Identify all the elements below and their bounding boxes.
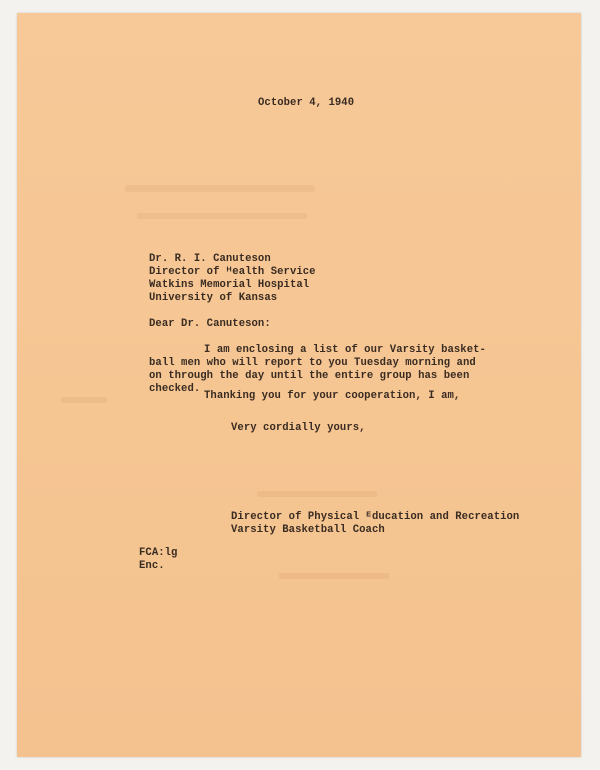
signature-title-2: Varsity Basketball Coach — [231, 524, 385, 536]
bleed-mark — [279, 573, 389, 579]
bleed-mark — [61, 397, 107, 403]
closing-line: Very cordially yours, — [231, 422, 366, 434]
signature-title-1: Director of Physical ᴱducation and Recreation — [231, 511, 520, 523]
body-line-2: ball men who will report to you Tuesday morning and — [149, 357, 476, 369]
addressee-line-1: Dr. R. I. Canuteson — [149, 253, 271, 265]
body-line-3: on through the day until the entire group has been — [149, 370, 470, 382]
bleed-mark — [137, 213, 307, 219]
thanks-line: Thanking you for your cooperation, I am, — [204, 390, 461, 402]
addressee-line-4: University of Kansas — [149, 292, 278, 304]
bleed-mark — [125, 185, 315, 192]
body-line-4: checked. — [149, 383, 201, 395]
enclosure-note: Enc. — [139, 560, 165, 572]
bleed-mark — [257, 491, 377, 497]
body-line-1: I am enclosing a list of our Varsity basket- — [204, 344, 486, 356]
reference-initials: FCA:lg — [139, 547, 178, 559]
salutation: Dear Dr. Canuteson: — [149, 318, 271, 330]
letter-date: October 4, 1940 — [258, 97, 355, 109]
addressee-line-2: Director of ᴴealth Service — [149, 266, 316, 278]
letter-sheet — [17, 13, 581, 757]
addressee-line-3: Watkins Memorial Hospital — [149, 279, 310, 291]
